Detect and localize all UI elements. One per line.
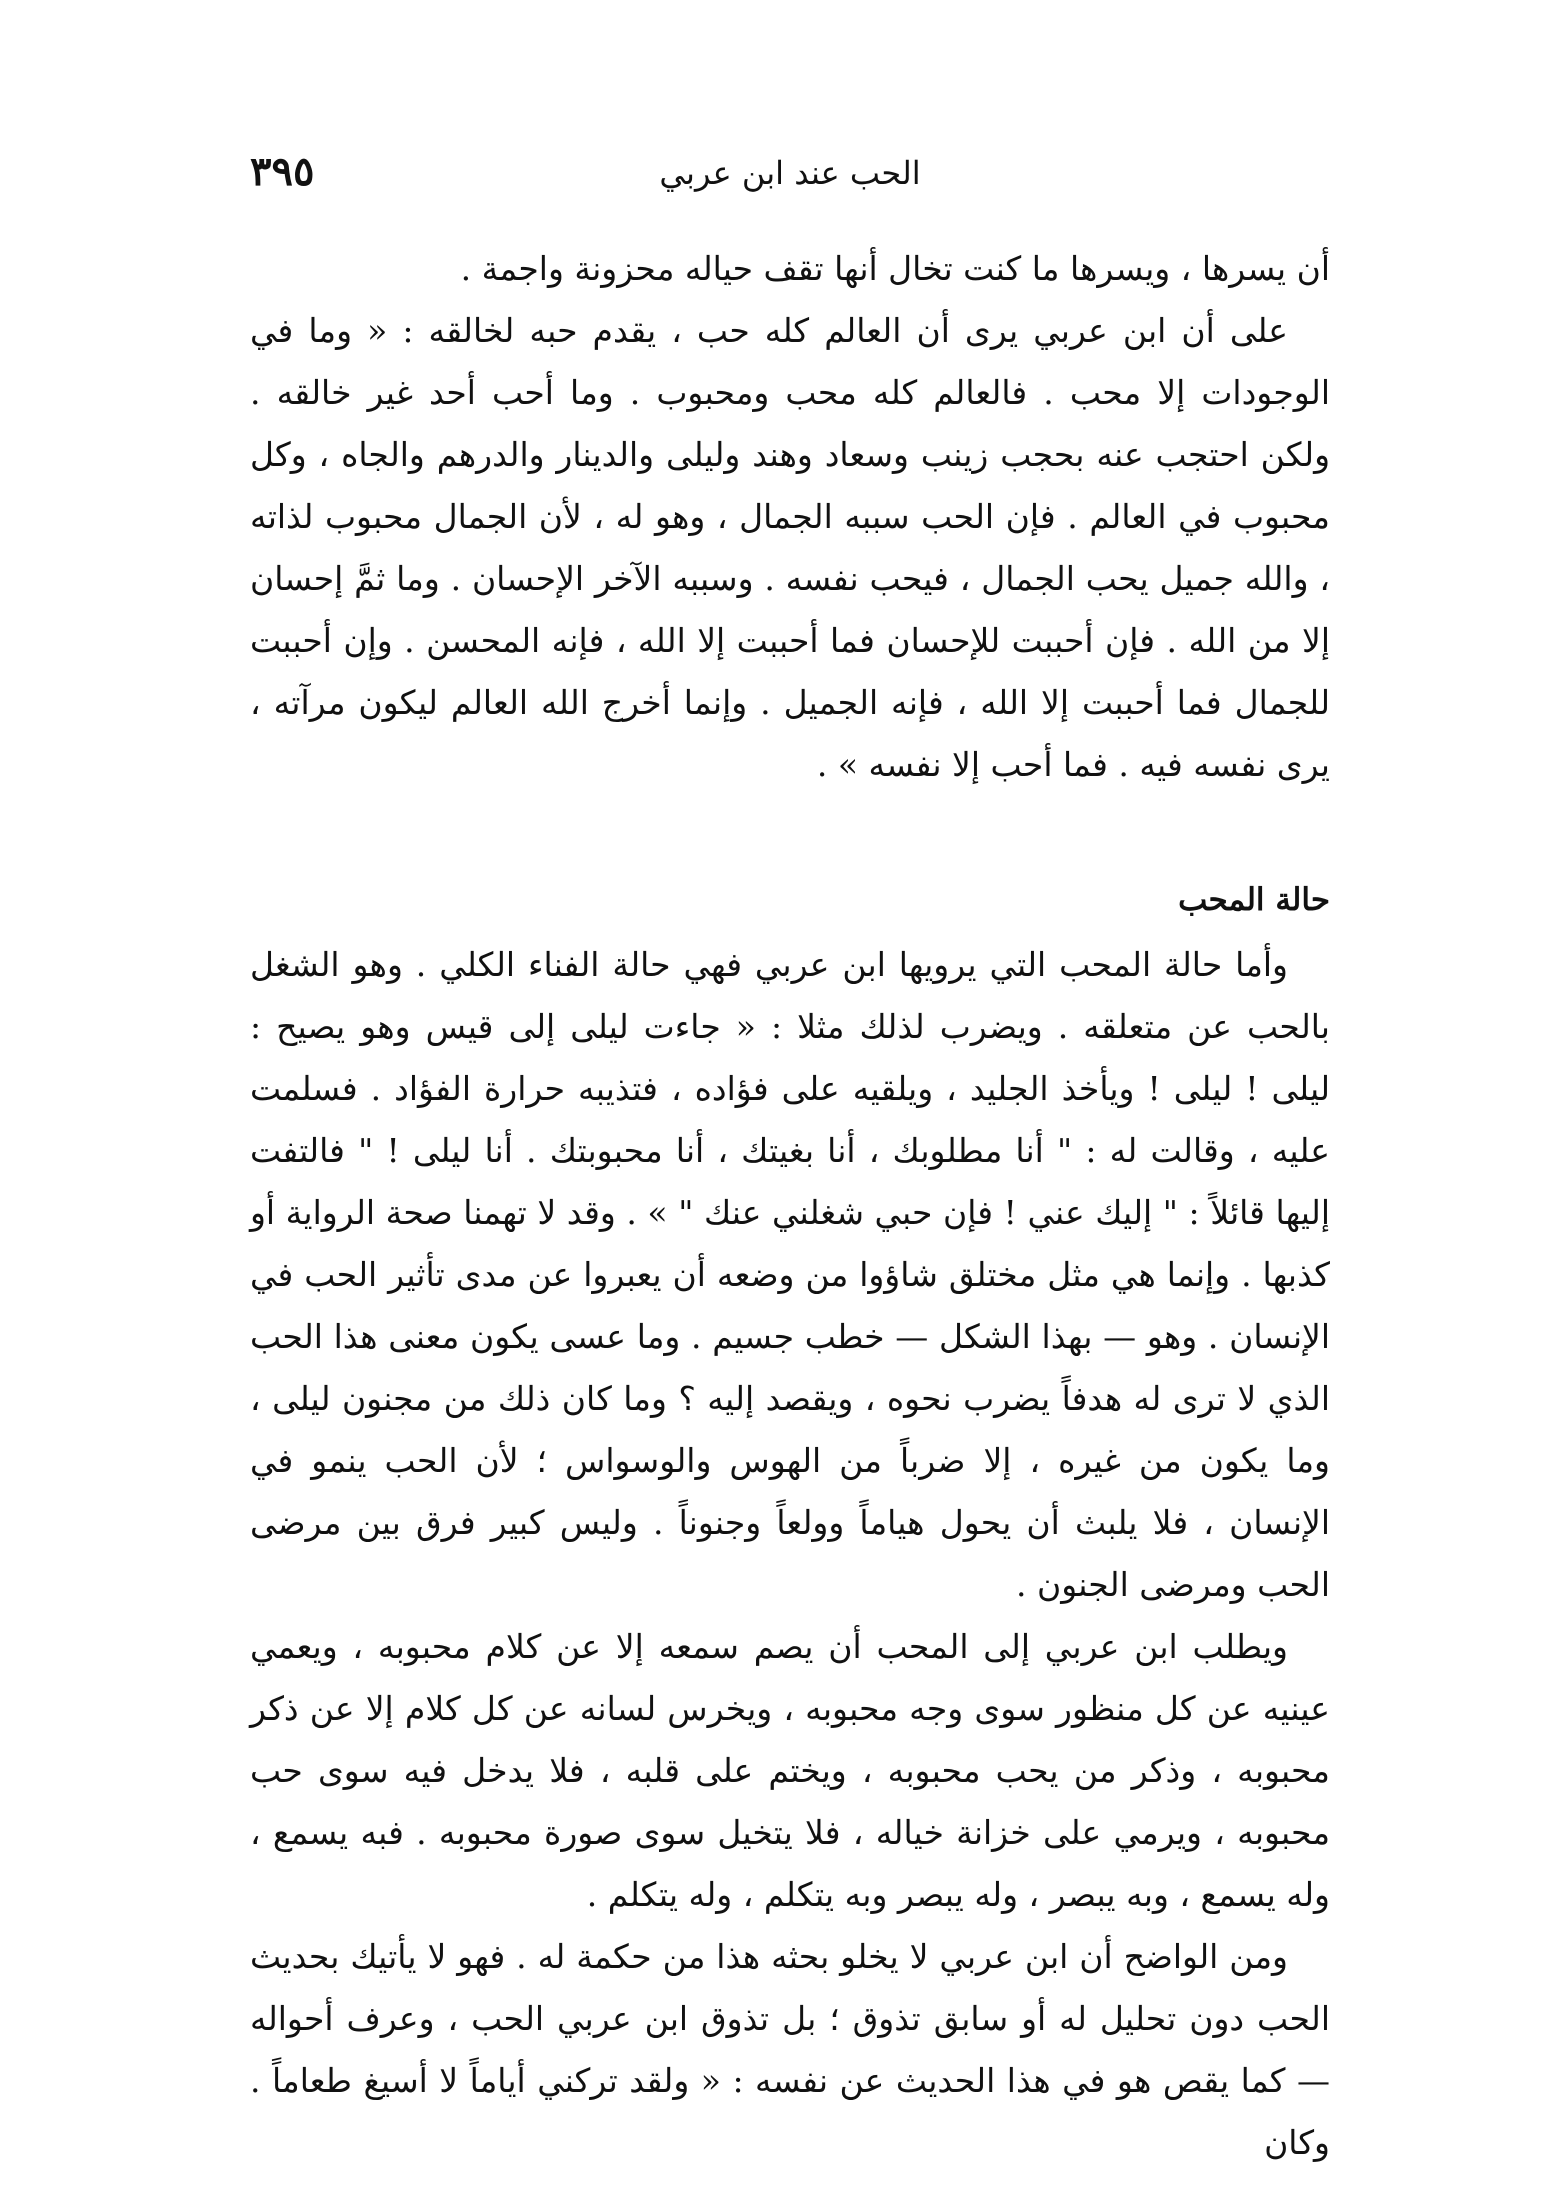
paragraph-love-of-creator: على أن ابن عربي يرى أن العالم كله حب ، يقدم حبه لخالقه : « وما في الوجودات إلا محب . فالعالم كله محب ومحبوب . وما أحب أحد غير خالقه . ولكن احتجب عنه بحجب زينب وسعاد وهند وليلى والدينار والدرهم والجاه ، وكل محبوب في العالم . فإن الحب سببه الجمال ، وهو له ، لأن الجمال محبوب لذاته ، والله جميل يحب الجمال ، فيحب نفسه . وسببه الآخر الإحسان . وما ثمَّ إحسان إلا من الله . فإن أحببت للإحسان فما أحببت إلا الله ، فإنه المحسن . وإن أحببت للجمال فما أحببت إلا الله ، فإنه الجميل . وإنما أخرج الله العالم ليكون مرآته ، يرى نفسه فيه . فما أحب إلا نفسه » . xyxy=(250,311,1330,784)
paragraph-lover-senses: ويطلب ابن عربي إلى المحب أن يصم سمعه إلا عن كلام محبوبه ، ويعمي عينيه عن كل منظور سوى وجه محبوبه ، ويخرس لسانه عن كل كلام إلا عن ذكر محبوبه ، وذكر من يحب محبوبه ، ويختم على قلبه ، فلا يدخل فيه سوى حب محبوبه ، ويرمي على خزانة خياله ، فلا يتخيل سوى صورة محبوبه . فبه يسمع ، وله يسمع ، وبه يبصر ، وله يبصر وبه يتكلم ، وله يتكلم . xyxy=(250,1627,1330,1914)
opening-text xyxy=(250,238,1330,796)
paragraph-continuation: أن يسرها ، ويسرها ما كنت تخال أنها تقف حياله محزونة واجمة . xyxy=(460,249,1330,288)
section-heading: حالة المحب xyxy=(1178,882,1330,918)
paragraph-ibn-arabi-experience: ومن الواضح أن ابن عربي لا يخلو بحثه هذا من حكمة له . فهو لا يأتيك بحديث الحب دون تحليل له أو سابق تذوق ؛ بل تذوق ابن عربي الحب ، وعرف أحواله — كما يقص هو في هذا الحديث عن نفسه : « ولقد تركني أياماً لا أسيغ طعاماً . وكان xyxy=(250,1937,1330,2162)
page-number: ٣٩٥ xyxy=(250,148,315,195)
running-title: الحب عند ابن عربي xyxy=(659,154,921,192)
paragraph-annihilation: وأما حالة المحب التي يرويها ابن عربي فهي حالة الفناء الكلي . وهو الشغل بالحب عن متعلقه . ويضرب لذلك مثلا : « جاءت ليلى إلى قيس وهو يصيح : ليلى ! ليلى ! ويأخذ الجليد ، ويلقيه على فؤاده ، فتذيبه حرارة الفؤاد . فسلمت عليه ، وقالت له : " أنا مطلوبك ، أنا بغيتك ، أنا محبوبتك . أنا ليلى ! " فالتفت إليها قائلاً : " إليك عني ! فإن حبي شغلني عنك " » . وقد لا تهمنا صحة الرواية أو كذبها . وإنما هي مثل مختلق شاؤوا من وضعه أن يعبروا عن مدى تأثير الحب في الإنسان . وهو — بهذا الشكل — خطب جسيم . وما عسى يكون معنى هذا الحب الذي لا ترى له هدفاً يضرب نحوه ، ويقصد إليه ؟ وما كان ذلك من مجنون ليلى ، وما يكون من غيره ، إلا ضرباً من الهوس والوسواس ؛ لأن الحب ينمو في الإنسان ، فلا يلبث أن يحول هياماً وولعاً وجنوناً . وليس كبير فرق بين مرضى الحب ومرضى الجنون . xyxy=(250,945,1330,1604)
section-lover-state xyxy=(250,870,1330,2174)
page-header xyxy=(250,148,1330,208)
